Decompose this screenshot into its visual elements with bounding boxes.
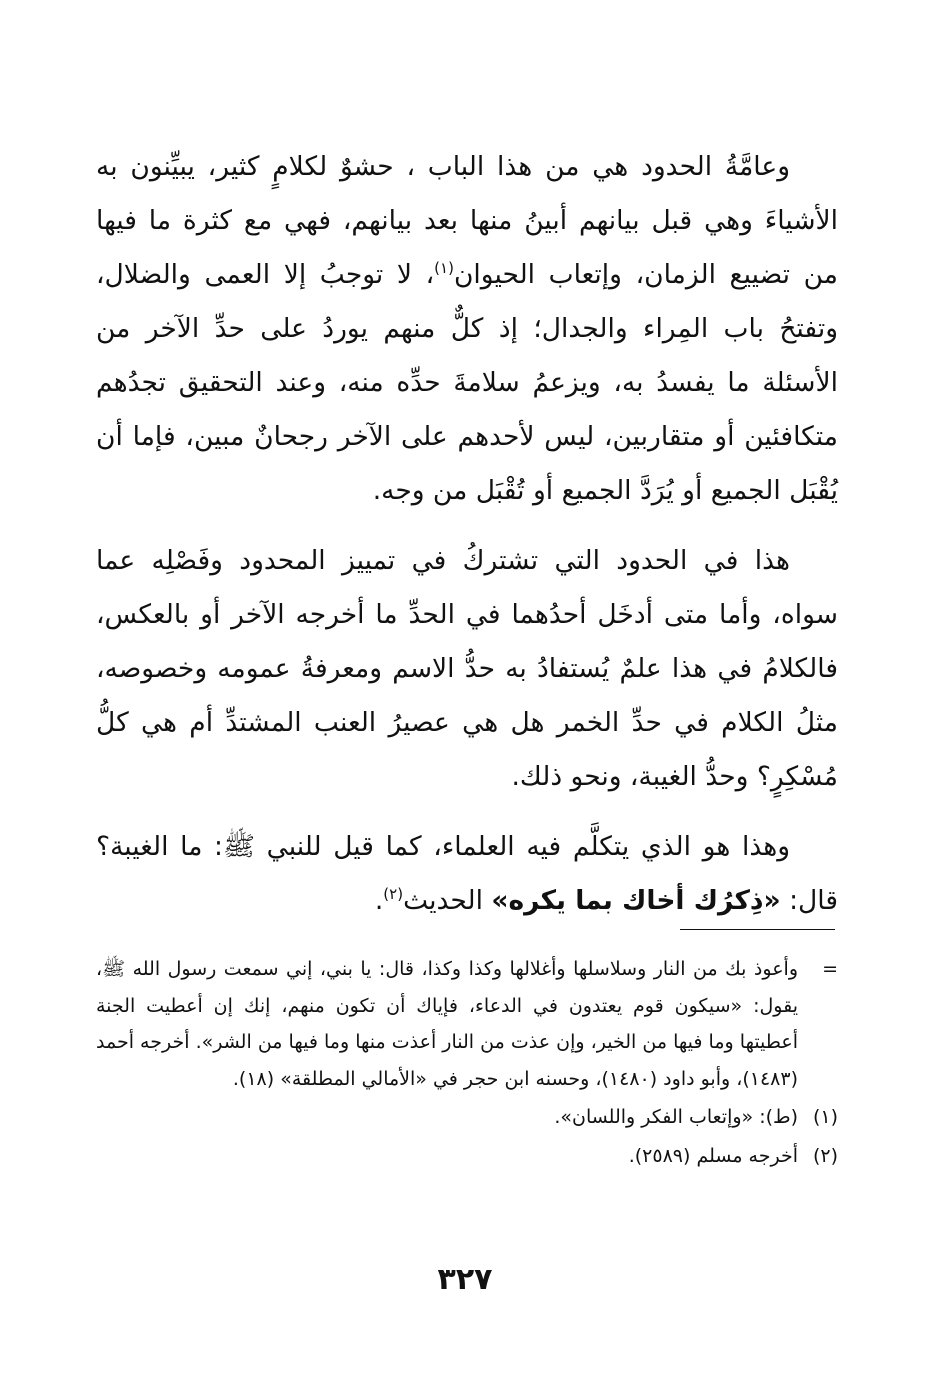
paragraph-2 (96, 534, 838, 804)
main-text (96, 140, 838, 944)
paragraph-2-text: هذا في الحدود التي تشتركُ في تمييز المحدود وفَصْلِه عما سواه، وأما متى أدخَل أحدُهما في الحدِّ ما أخرجه الآخر أو بالعكس، فالكلامُ في هذا علمٌ يُستفادُ به حدُّ الاسم ومعرفةُ عمومه وخصوصه، مثلُ الكلام في حدِّ الخمر هل هي عصيرُ العنب المشتدِّ أم هي كلُّ مُسْكِرٍ؟ وحدُّ الغيبة، ونحو ذلك. (96, 545, 838, 792)
footnote-continued (96, 951, 838, 1097)
footnote-2 (96, 1138, 838, 1175)
paragraph-1-text-cont: ، لا توجبُ إلا العمى والضلال، وتفتحُ باب المِراء والجدال؛ إذ كلٌّ منهم يوردُ على حدِّ الآخر من الأسئلة ما يفسدُ به، ويزعمُ سلامةَ حدِّه منه، وعند التحقيق تجدُهم متكافئين أو متقاربين، ليس لأحدهم على الآخر رجحانٌ مبين، فإما أن يُقْبَل الجميع أو يُرَدَّ الجميع أو تُقْبَل من وجه. (96, 259, 838, 506)
paragraph-3 (96, 820, 838, 928)
hadith-quote: «ذِكرُك أخاك بما يكره» (491, 885, 781, 916)
footnote-continued-mark: = (822, 958, 838, 980)
paragraph-3-text-cont: الحديث (403, 885, 492, 916)
footnote-1 (96, 1099, 838, 1136)
footnote-separator (680, 929, 835, 930)
footnote-1-text: (ط): «وإتعاب الفكر واللسان». (554, 1106, 798, 1128)
footnotes (96, 951, 838, 1174)
footnote-2-text: أخرجه مسلم (٢٥٨٩). (628, 1144, 798, 1167)
footnote-1-mark: (١) (812, 1106, 838, 1128)
footnote-2-mark: (٢) (812, 1144, 838, 1167)
footnote-ref-2[interactable]: (٢) (383, 885, 404, 904)
paragraph-3-end: . (374, 885, 384, 916)
footnote-ref-1[interactable]: (١) (434, 259, 454, 278)
page-number: ٣٢٧ (437, 1262, 493, 1297)
paragraph-1-text: وعامَّةُ الحدود هي من هذا الباب ، حشوٌ لكلامٍ كثير، يبيِّنون به الأشياءَ وهي قبل بيانهم أبينُ منها بعد بيانهم، فهي مع كثرة ما فيها من تضييع الزمان، وإتعاب الحيوان (96, 151, 838, 290)
footnote-continued-text: وأعوذ بك من النار وسلاسلها وأغلالها وكذا وكذا، قال: يا بني، إني سمعت رسول الله ﷺ، يقول: «سيكون قوم يعتدون في الدعاء، فإياك أن تكون منهم، إنك إن أعطيت الجنة أعطيتها وما فيها من الخير، وإن عذت من النار أعذت منها وما فيها من الشر». أخرجه أحمد (١٤٨٣)، وأبو داود (١٤٨٠)، وحسنه ابن حجر في «الأمالي المطلقة» (١٨). (96, 958, 798, 1090)
paragraph-1 (96, 140, 838, 518)
paragraph-3-text: وهذا هو الذي يتكلَّم فيه العلماء، كما قيل للنبي ﷺ: ما الغيبة؟ قال: (96, 831, 838, 916)
